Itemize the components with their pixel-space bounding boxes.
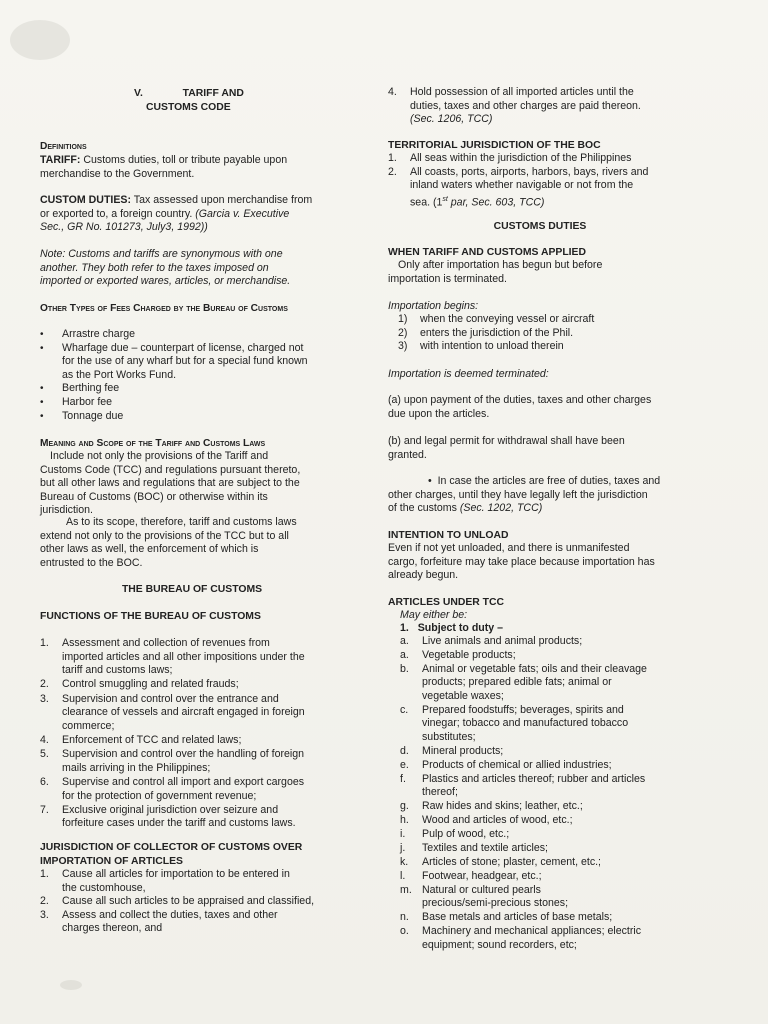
note-line: of the customs xyxy=(388,502,460,515)
list-item xyxy=(40,748,344,775)
list-text xyxy=(62,748,344,775)
list-number: a. xyxy=(400,635,409,647)
list-item xyxy=(388,814,692,828)
list-text xyxy=(422,704,692,745)
list-line: Cause all articles for importation to be entered in xyxy=(62,868,290,880)
when-line: Only after importation has begun but before xyxy=(398,259,603,271)
fee-line: as the Port Works Fund. xyxy=(62,368,177,381)
list-line: precious/semi-precious stones; xyxy=(422,897,569,910)
list-line: vegetable waxes; xyxy=(422,689,504,702)
importation-terminated-heading: Importation is deemed terminated: xyxy=(388,368,549,380)
paragraph-line: jurisdiction. xyxy=(40,504,93,517)
list-item xyxy=(388,663,692,704)
list-number: 2) xyxy=(398,326,408,339)
collector-list xyxy=(40,868,344,936)
list-number: 1. xyxy=(40,868,49,880)
superscript: st xyxy=(442,196,448,203)
importation-begins-list xyxy=(388,313,692,354)
boc-heading: THE BUREAU OF CUSTOMS xyxy=(121,584,263,595)
list-item xyxy=(388,870,692,884)
functions-heading: FUNCTIONS OF THE BUREAU OF CUSTOMS xyxy=(40,611,261,622)
list-number: n. xyxy=(400,911,409,924)
list-item xyxy=(388,925,692,952)
list-item xyxy=(388,842,692,856)
fee-item xyxy=(40,382,344,396)
list-line: clearance of vessels and aircraft engaged in foreign xyxy=(62,706,305,719)
intention-paragraph xyxy=(388,542,692,583)
section-number: V. xyxy=(134,88,143,99)
list-line: imported articles and all other impositions under the xyxy=(62,650,305,663)
territorial-citation xyxy=(388,193,692,210)
list-number: o. xyxy=(400,924,409,937)
list-item xyxy=(388,745,692,759)
terminated-line: granted. xyxy=(388,448,427,461)
list-line: thereof; xyxy=(422,786,458,799)
section-title-line2: CUSTOMS CODE xyxy=(146,102,231,113)
list-line: Pulp of wood, etc.; xyxy=(422,827,510,840)
list-line: Supervise and control all import and export cargoes xyxy=(62,775,305,788)
definitions-heading: Definitions xyxy=(40,141,87,152)
list-number: 3. xyxy=(40,692,49,705)
list-text xyxy=(62,693,344,734)
list-line: charges thereon, and xyxy=(62,922,163,935)
free-articles-note xyxy=(388,475,692,516)
paragraph-line: Include not only the provisions of the Tariff and xyxy=(50,450,269,462)
citation: par, Sec. 603, TCC) xyxy=(447,196,545,209)
list-number: 2. xyxy=(40,895,49,908)
list-text: when the conveying vessel or aircraft xyxy=(420,313,595,325)
customs-duties-heading: CUSTOMS DUTIES xyxy=(493,221,587,232)
list-item xyxy=(388,313,692,327)
list-text xyxy=(410,166,692,193)
fee-item xyxy=(40,410,344,424)
fee-line: for the use of any wharf but for a special fund known xyxy=(62,355,308,368)
list-number: a. xyxy=(400,648,409,661)
list-item xyxy=(40,693,344,734)
list-item xyxy=(388,800,692,814)
list-number: e. xyxy=(400,758,409,771)
list-text: with intention to unload therein xyxy=(420,340,564,353)
list-text xyxy=(422,773,692,800)
list-line: Control smuggling and related frauds; xyxy=(62,678,239,691)
fee-text xyxy=(62,396,344,410)
list-text xyxy=(422,828,692,842)
list-line: Base metals and articles of base metals; xyxy=(422,911,613,924)
list-number: j. xyxy=(400,841,406,854)
list-item xyxy=(388,166,692,193)
list-number: l. xyxy=(400,869,406,882)
importation-begins-heading: Importation begins: xyxy=(388,300,479,312)
fee-text xyxy=(62,382,344,396)
paragraph-line: extend not only to the provisions of the TCC but to all xyxy=(40,529,289,542)
list-number: 1. xyxy=(400,622,409,634)
list-text xyxy=(62,776,344,803)
bullet: • xyxy=(428,475,432,487)
list-line: Supervision and control over the handling of foreign xyxy=(62,748,305,761)
territorial-text: sea. (1 xyxy=(410,196,443,209)
list-line: vinegar; tobacco and manufactured tobacco xyxy=(422,717,629,730)
list-text xyxy=(422,635,692,649)
list-item xyxy=(388,911,692,925)
list-text xyxy=(422,911,692,925)
list-item xyxy=(388,635,692,649)
list-item xyxy=(388,773,692,800)
list-line: Natural or cultured pearls xyxy=(422,883,541,896)
fees-list xyxy=(40,328,344,423)
collector-heading xyxy=(40,841,344,868)
list-item xyxy=(388,828,692,842)
custom-duties-term: CUSTOM DUTIES: xyxy=(40,194,132,206)
list-number: 2. xyxy=(388,165,397,178)
list-item xyxy=(388,152,692,166)
list-number: d. xyxy=(400,744,409,757)
scope-paragraph xyxy=(40,516,344,570)
list-line: mails arriving in the Philippines; xyxy=(62,761,211,774)
list-line: Animal or vegetable fats; oils and their cleavage xyxy=(422,662,647,675)
list-number: 4. xyxy=(388,86,397,98)
list-line: for the protection of government revenue; xyxy=(62,789,257,802)
list-text xyxy=(422,870,692,884)
fee-line: Berthing fee xyxy=(62,382,120,395)
bullet: • xyxy=(40,396,44,408)
bullet: • xyxy=(40,329,44,340)
bullet: • xyxy=(40,410,44,422)
list-text xyxy=(422,814,692,828)
list-line: Wood and articles of wood, etc.; xyxy=(422,814,573,827)
intention-line: Even if not yet unloaded, and there is unmanifested xyxy=(388,542,630,554)
citation: (Garcia v. Executive xyxy=(195,207,290,220)
subject-to-duty xyxy=(388,622,692,636)
articles-heading: ARTICLES UNDER TCC xyxy=(388,597,505,608)
list-item xyxy=(40,678,344,692)
functions-list xyxy=(40,637,344,831)
paragraph-line: but all other laws and regulations that are subject to the xyxy=(40,477,300,490)
paragraph-line: entrusted to the BOC. xyxy=(40,556,143,569)
collector-heading-line: IMPORTATION OF ARTICLES xyxy=(40,855,183,867)
collector-item-4 xyxy=(388,86,692,127)
paragraph-line: Customs Code (TCC) and regulations pursuant thereto, xyxy=(40,463,301,476)
paragraph-line: other laws as well, the enforcement of which is xyxy=(40,543,259,556)
terminated-line: (a) upon payment of the duties, taxes and other charges xyxy=(388,394,652,406)
list-text xyxy=(422,842,692,856)
list-item xyxy=(40,868,344,895)
list-line: inland waters whether navigable or not from the xyxy=(410,179,634,192)
territorial-list xyxy=(388,152,692,193)
territorial-heading: TERRITORIAL JURISDICTION OF THE BOC xyxy=(388,140,601,151)
fee-item xyxy=(40,328,344,342)
terminated-line: (b) and legal permit for withdrawal shall have been xyxy=(388,435,625,447)
list-item xyxy=(388,759,692,773)
list-item xyxy=(388,340,692,354)
list-line: All seas within the jurisdiction of the Philippines xyxy=(410,152,632,164)
terminated-b xyxy=(388,435,692,462)
list-line: Plastics and articles thereof; rubber and articles xyxy=(422,772,646,785)
list-text xyxy=(62,678,344,692)
list-text xyxy=(422,745,692,759)
citation: (Sec. 1206, TCC) xyxy=(410,113,493,126)
collector-heading-line: JURISDICTION OF COLLECTOR OF CUSTOMS OVER xyxy=(40,842,303,853)
list-line: tariff and customs laws; xyxy=(62,664,173,677)
scope-paragraph xyxy=(40,450,344,518)
custom-duties-text: Tax assessed upon merchandise from xyxy=(131,194,313,206)
list-item xyxy=(388,327,692,341)
when-paragraph xyxy=(388,259,692,286)
fee-line: Tonnage due xyxy=(62,409,124,422)
subject-label: Subject to duty – xyxy=(417,622,504,634)
list-text xyxy=(410,152,692,166)
scope-heading: Meaning and Scope of the Tariff and Customs Laws xyxy=(40,438,266,449)
custom-duties-definition xyxy=(40,194,344,235)
list-item xyxy=(388,856,692,870)
list-text xyxy=(62,909,344,936)
citation: Sec., GR No. 101273, July3, 1992)) xyxy=(40,221,208,234)
fee-text xyxy=(62,342,344,383)
list-number: k. xyxy=(400,855,409,868)
list-item xyxy=(388,884,692,911)
list-number: 4. xyxy=(40,733,49,746)
list-number: m. xyxy=(400,883,412,896)
fee-item xyxy=(40,396,344,410)
note-paragraph xyxy=(40,248,344,289)
list-line: Supervision and control over the entrance and xyxy=(62,692,279,705)
list-text xyxy=(422,925,692,952)
list-number: i. xyxy=(400,827,406,840)
list-line: substitutes; xyxy=(422,731,476,744)
list-text xyxy=(62,734,344,748)
list-line: Assessment and collection of revenues from xyxy=(62,637,270,649)
list-text: Hold possession of all imported articles until the xyxy=(410,86,634,98)
fee-line: Harbor fee xyxy=(62,395,113,408)
list-line: Articles of stone; plaster, cement, etc.; xyxy=(422,855,601,868)
fee-text xyxy=(62,410,344,424)
list-text xyxy=(422,800,692,814)
list-number: 7. xyxy=(40,803,49,816)
list-number: c. xyxy=(400,703,409,716)
list-number: f. xyxy=(400,772,406,785)
list-text xyxy=(422,759,692,773)
note-line: Note: Customs and tariffs are synonymous with one xyxy=(40,248,283,260)
bullet: • xyxy=(40,383,44,395)
list-line: Enforcement of TCC and related laws; xyxy=(62,733,242,746)
tariff-term: TARIFF: xyxy=(40,154,81,166)
list-item xyxy=(40,909,344,936)
list-line: Mineral products; xyxy=(422,744,504,757)
note-line: In case the articles are free of duties, taxes and xyxy=(437,475,661,487)
intention-line: cargo, forfeiture may take place because importation has xyxy=(388,555,655,568)
list-item xyxy=(40,637,344,678)
list-text xyxy=(62,868,344,895)
list-line: Vegetable products; xyxy=(422,648,516,661)
list-number: 3) xyxy=(398,340,408,353)
bullet: • xyxy=(40,342,44,354)
tariff-text: merchandise to the Government. xyxy=(40,167,195,180)
list-item xyxy=(40,734,344,748)
list-line: Cause all such articles to be appraised and classified, xyxy=(62,895,315,908)
list-text xyxy=(422,663,692,704)
list-line: Live animals and animal products; xyxy=(422,635,583,647)
paragraph-line: As to its scope, therefore, tariff and customs laws xyxy=(66,516,297,528)
fee-item xyxy=(40,342,344,383)
list-number: 1. xyxy=(388,152,397,164)
list-number: b. xyxy=(400,662,409,675)
note-line: imported or exported wares, articles, or merchandise. xyxy=(40,275,291,288)
list-number: 1) xyxy=(398,313,408,325)
scan-smudge xyxy=(60,980,82,990)
paragraph-line: Bureau of Customs (BOC) or otherwise within its xyxy=(40,490,268,503)
list-item xyxy=(388,704,692,745)
list-text: enters the jurisdiction of the Phil. xyxy=(420,326,574,339)
citation: (Sec. 1202, TCC) xyxy=(459,502,543,515)
list-line: Machinery and mechanical appliances; electric xyxy=(422,924,642,937)
list-line: equipment; sound recorders, etc; xyxy=(422,938,577,951)
list-line: Exclusive original jurisdiction over seizure and xyxy=(62,803,279,816)
fees-heading: Other Types of Fees Charged by the Bureau of Customs xyxy=(40,303,288,314)
intention-line: already begun. xyxy=(388,569,459,582)
when-heading: WHEN TARIFF AND CUSTOMS APPLIED xyxy=(388,247,586,258)
list-line: Products of chemical or allied industries; xyxy=(422,758,612,771)
list-number: g. xyxy=(400,800,409,813)
fee-text xyxy=(62,328,344,342)
list-line: commerce; xyxy=(62,719,115,732)
note-line: another. They both refer to the taxes imposed on xyxy=(40,261,269,274)
list-item xyxy=(40,895,344,909)
list-line: forfeiture cases under the tariff and customs laws. xyxy=(62,817,296,830)
terminated-line: due upon the articles. xyxy=(388,407,490,420)
list-text xyxy=(422,884,692,911)
list-text xyxy=(422,856,692,870)
fee-line: Arrastre charge xyxy=(62,328,136,340)
list-line: Raw hides and skins; leather, etc.; xyxy=(422,800,583,813)
custom-duties-text: or exported to, a foreign country. xyxy=(40,207,196,220)
list-text: duties, taxes and other charges are paid thereon. xyxy=(410,99,641,112)
when-line: importation is terminated. xyxy=(388,272,507,285)
articles-list xyxy=(388,635,692,952)
section-heading xyxy=(134,87,344,101)
list-text xyxy=(422,649,692,663)
may-either-be: May either be: xyxy=(400,609,468,621)
intention-heading: INTENTION TO UNLOAD xyxy=(388,530,509,541)
list-number: 3. xyxy=(40,908,49,921)
scan-smudge xyxy=(10,20,70,60)
list-item xyxy=(40,776,344,803)
fee-line: Wharfage due – counterpart of license, charged not xyxy=(62,341,304,354)
list-number: 2. xyxy=(40,678,49,691)
list-line: the customhouse, xyxy=(62,881,146,894)
note-line: other charges, until they have legally left the jurisdiction xyxy=(388,488,648,501)
terminated-a xyxy=(388,394,692,421)
list-item xyxy=(388,649,692,663)
tariff-text: Customs duties, toll or tribute payable upon xyxy=(80,154,288,166)
list-number: 1. xyxy=(40,637,49,649)
list-line: Textiles and textile articles; xyxy=(422,841,549,854)
tariff-definition xyxy=(40,154,344,181)
list-text xyxy=(62,637,344,678)
list-line: All coasts, ports, airports, harbors, bays, rivers and xyxy=(410,165,649,178)
list-text xyxy=(62,895,344,909)
list-line: Footwear, headgear, etc.; xyxy=(422,869,542,882)
list-number: h. xyxy=(400,814,409,827)
section-title-line1: TARIFF AND xyxy=(182,88,244,99)
list-text xyxy=(62,804,344,831)
list-line: Assess and collect the duties, taxes and other xyxy=(62,908,278,921)
list-line: Prepared foodstuffs; beverages, spirits and xyxy=(422,703,624,716)
list-item xyxy=(40,804,344,831)
list-number: 5. xyxy=(40,748,49,761)
list-number: 6. xyxy=(40,775,49,788)
list-line: products; prepared edible fats; animal or xyxy=(422,676,612,689)
